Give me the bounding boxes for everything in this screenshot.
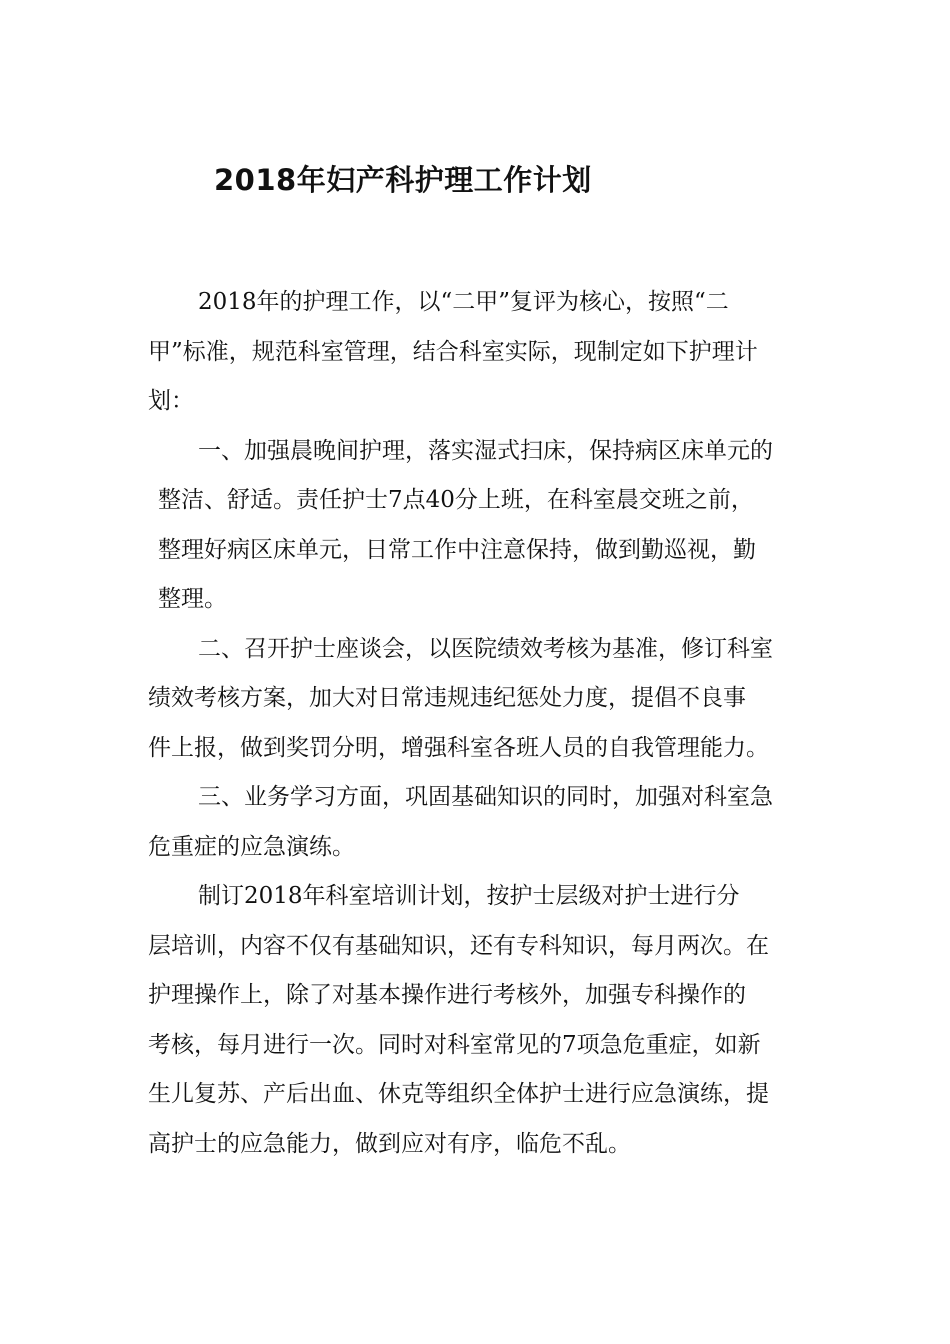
paragraph-one-line-1: 一、加强晨晚间护理，落实湿式扫床，保持病区床单元的 bbox=[198, 437, 773, 464]
document-title: 2018年妇产科护理工作计划 bbox=[214, 163, 592, 197]
paragraph-three-line-2: 危重症的应急演练。 bbox=[148, 833, 355, 860]
paragraph-two-line-3: 件上报，做到奖罚分明，增强科室各班人员的自我管理能力。 bbox=[148, 734, 769, 761]
paragraph-training-line-5: 生儿复苏、产后出血、休克等组织全体护士进行应急演练，提 bbox=[148, 1081, 769, 1107]
paragraph-training-line-2: 层培训，内容不仅有基础知识，还有专科知识，每月两次。在 bbox=[148, 932, 769, 959]
paragraph-intro-line-3: 划： bbox=[148, 388, 194, 414]
paragraph-two-line-1: 二、召开护士座谈会，以医院绩效考核为基准，修订科室 bbox=[198, 635, 773, 662]
paragraph-training-line-1: 制订2018年科室培训计划，按护士层级对护士进行分 bbox=[198, 883, 740, 909]
document-body bbox=[148, 278, 812, 1169]
paragraph-training-line-4: 考核，每月进行一次。同时对科室常见的7项急危重症，如新 bbox=[148, 1031, 761, 1058]
paragraph-one-line-2: 整洁、舒适。责任护士7点40分上班，在科室晨交班之前， bbox=[158, 487, 754, 513]
paragraph-training-line-6: 高护士的应急能力，做到应对有序，临危不乱。 bbox=[148, 1130, 631, 1157]
paragraph-two-line-2: 绩效考核方案，加大对日常违规违纪惩处力度，提倡不良事 bbox=[148, 685, 746, 711]
paragraph-one-line-3: 整理好病区床单元，日常工作中注意保持，做到勤巡视，勤 bbox=[158, 536, 756, 563]
paragraph-intro-line-1: 2018年的护理工作，以“二甲”复评为核心，按照“二 bbox=[198, 289, 729, 315]
paragraph-three-line-1: 三、业务学习方面，巩固基础知识的同时，加强对科室急 bbox=[198, 784, 773, 810]
paragraph-training-line-3: 护理操作上，除了对基本操作进行考核外，加强专科操作的 bbox=[148, 982, 746, 1008]
paragraph-one-line-4: 整理。 bbox=[158, 586, 227, 612]
paragraph-intro-line-2: 甲”标准，规范科室管理，结合科室实际，现制定如下护理计 bbox=[148, 338, 758, 365]
